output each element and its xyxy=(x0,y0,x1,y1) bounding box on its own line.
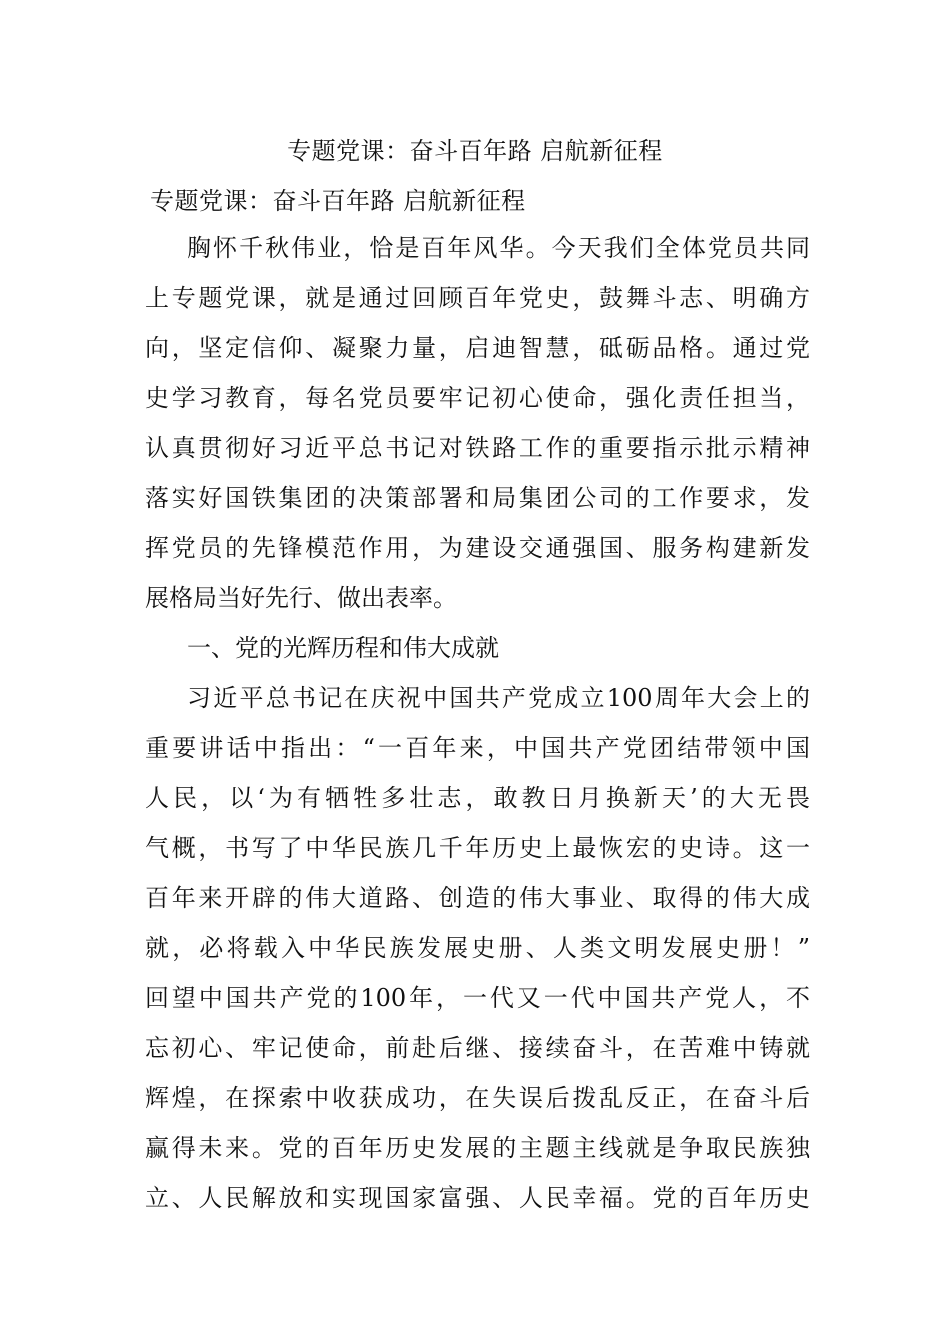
paragraph-line: 人民，以‘为有牺牲多壮志，敢教日月换新天’的大无畏 xyxy=(145,784,810,812)
paragraph-line: 向，坚定信仰、凝聚力量，启迪智慧，砥砺品格。通过党 xyxy=(145,334,810,362)
document-subtitle: 专题党课：奋斗百年路 启航新征程 xyxy=(150,187,526,215)
paragraph-line: 落实好国铁集团的决策部署和局集团公司的工作要求，发 xyxy=(145,484,810,512)
paragraph-line: 认真贯彻好习近平总书记对铁路工作的重要指示批示精神 xyxy=(145,434,810,462)
paragraph-line: 胸怀千秋伟业，恰是百年风华。今天我们全体党员共同 xyxy=(187,234,810,262)
paragraph-line: 回望中国共产党的100年，一代又一代中国共产党人，不 xyxy=(145,984,810,1012)
paragraph-line: 百年来开辟的伟大道路、创造的伟大事业、取得的伟大成 xyxy=(145,884,810,912)
paragraph-line: 辉煌，在探索中收获成功，在失误后拨乱反正，在奋斗后 xyxy=(145,1084,810,1112)
paragraph-line: 立、人民解放和实现国家富强、人民幸福。党的百年历史 xyxy=(145,1184,810,1212)
paragraph-line: 赢得未来。党的百年历史发展的主题主线就是争取民族独 xyxy=(145,1134,810,1162)
paragraph-line: 上专题党课，就是通过回顾百年党史，鼓舞斗志、明确方 xyxy=(145,284,810,312)
document-body xyxy=(145,230,810,1230)
paragraph-line: 挥党员的先锋模范作用，为建设交通强国、服务构建新发 xyxy=(145,534,810,562)
paragraph-line: 重要讲话中指出：“一百年来，中国共产党团结带领中国 xyxy=(145,734,810,762)
paragraph-line: 习近平总书记在庆祝中国共产党成立100周年大会上的 xyxy=(187,684,810,712)
paragraph-line: 气概，书写了中华民族几千年历史上最恢宏的史诗。这一 xyxy=(145,834,810,862)
paragraph-line: 史学习教育，每名党员要牢记初心使命，强化责任担当， xyxy=(145,384,810,412)
section-heading: 一、党的光辉历程和伟大成就 xyxy=(187,634,499,662)
paragraph-line: 忘初心、牢记使命，前赴后继、接续奋斗，在苦难中铸就 xyxy=(145,1034,810,1062)
paragraph-line: 就，必将载入中华民族发展史册、人类文明发展史册！” xyxy=(145,934,810,962)
document-title: 专题党课：奋斗百年路 启航新征程 xyxy=(287,137,663,165)
paragraph-line: 展格局当好先行、做出表率。 xyxy=(145,584,457,612)
